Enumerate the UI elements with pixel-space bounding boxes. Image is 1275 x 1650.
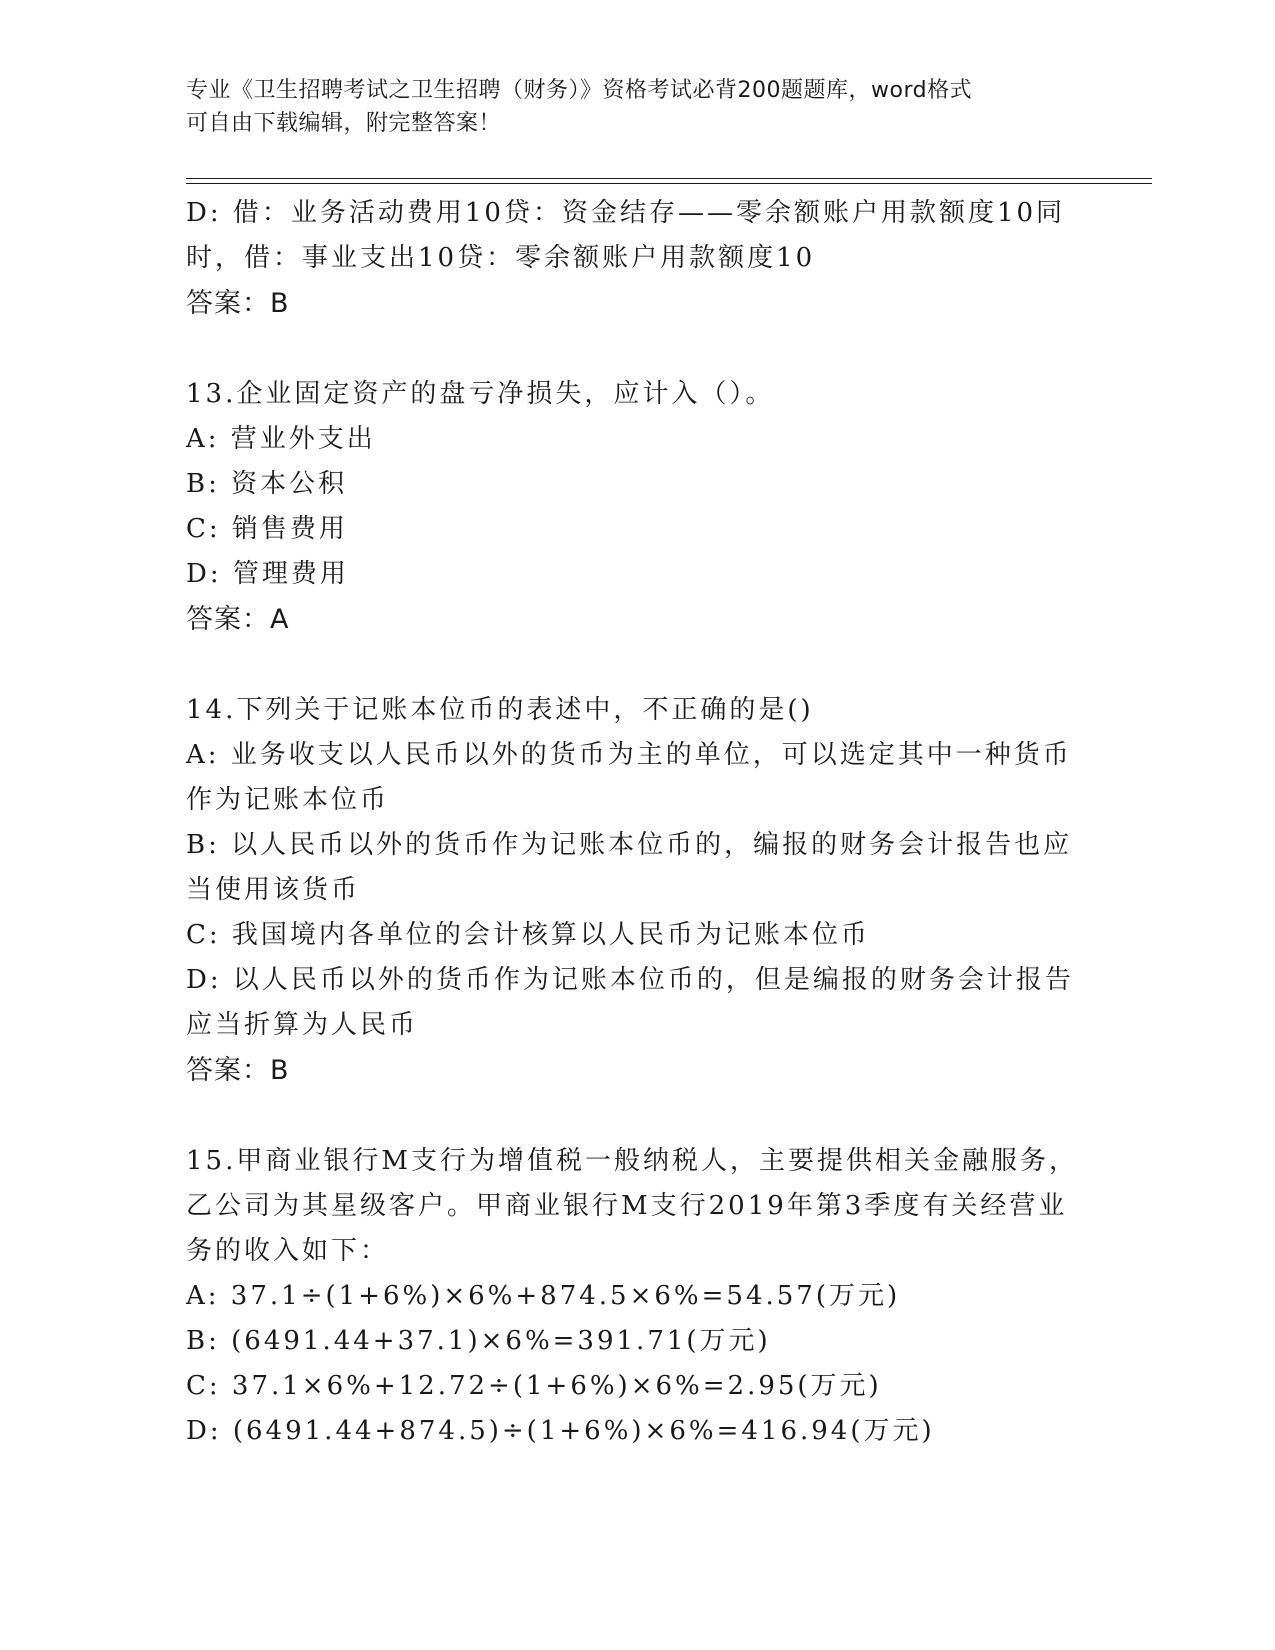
option-b-line-2: 当使用该货币 bbox=[186, 875, 361, 905]
option-b: B: 资本公积 bbox=[186, 469, 348, 499]
question-list bbox=[186, 191, 1086, 1454]
answer-label: 答案：B bbox=[186, 288, 290, 319]
option-c: C: 销售费用 bbox=[186, 514, 348, 544]
question-stem-line-3: 务的收入如下： bbox=[186, 1236, 390, 1266]
option-c: C: 我国境内各单位的会计核算以人民币为记账本位币 bbox=[186, 920, 870, 950]
question-stem-line-1: 15.甲商业银行M支行为增值税一般纳税人，主要提供相关金融服务， bbox=[186, 1146, 1078, 1176]
spacer bbox=[186, 1093, 1086, 1139]
option-b-line-1: B: 以人民币以外的货币作为记账本位币的，编报的财务会计报告也应 bbox=[186, 830, 1073, 860]
option-d-line-1: D: 以人民币以外的货币作为记账本位币的，但是编报的财务会计报告 bbox=[186, 965, 1074, 995]
header-rule-top bbox=[186, 178, 1152, 179]
spacer bbox=[186, 642, 1086, 688]
question-15 bbox=[186, 1139, 1086, 1454]
option-c: C: 37.1×6%+12.72÷(1+6%)×6%=2.95(万元) bbox=[186, 1371, 882, 1401]
option-b: B: (6491.44+37.1)×6%=391.71(万元) bbox=[186, 1326, 771, 1356]
option-a: A: 营业外支出 bbox=[186, 424, 376, 454]
question-stem-line-2: 乙公司为其星级客户。甲商业银行M支行2019年第3季度有关经营业 bbox=[186, 1191, 1068, 1221]
header-line-1: 专业《卫生招聘考试之卫生招聘（财务）》资格考试必背200题题库，word格式 bbox=[186, 78, 973, 103]
header-line-2: 可自由下载编辑，附完整答案！ bbox=[186, 111, 502, 136]
question-12-continued bbox=[186, 191, 1086, 326]
question-stem: 14.下列关于记账本位币的表述中，不正确的是() bbox=[186, 695, 814, 725]
option-a-line-1: A: 业务收支以人民币以外的货币为主的单位，可以选定其中一种货币 bbox=[186, 740, 1072, 770]
option-a: A: 37.1÷(1+6%)×6%+874.5×6%=54.57(万元) bbox=[186, 1281, 901, 1311]
option-d-line-2: 时，借：事业支出10贷：零余额账户用款额度10 bbox=[186, 243, 816, 273]
answer-label: 答案：B bbox=[186, 1055, 290, 1086]
option-d: D: 管理费用 bbox=[186, 559, 349, 589]
header-rule-bottom bbox=[186, 183, 1152, 184]
option-d-line-1: D: 借：业务活动费用10贷：资金结存——零余额账户用款额度10同 bbox=[186, 198, 1066, 228]
option-d-line-2: 应当折算为人民币 bbox=[186, 1010, 419, 1040]
question-14 bbox=[186, 688, 1086, 1093]
option-d: D: (6491.44+874.5)÷(1+6%)×6%=416.94(万元) bbox=[186, 1416, 935, 1446]
document-header bbox=[186, 74, 1086, 140]
question-13 bbox=[186, 372, 1086, 642]
question-stem: 13.企业固定资产的盘亏净损失，应计入（）。 bbox=[186, 379, 775, 409]
option-a-line-2: 作为记账本位币 bbox=[186, 785, 390, 815]
answer-label: 答案：A bbox=[186, 604, 290, 635]
spacer bbox=[186, 326, 1086, 372]
